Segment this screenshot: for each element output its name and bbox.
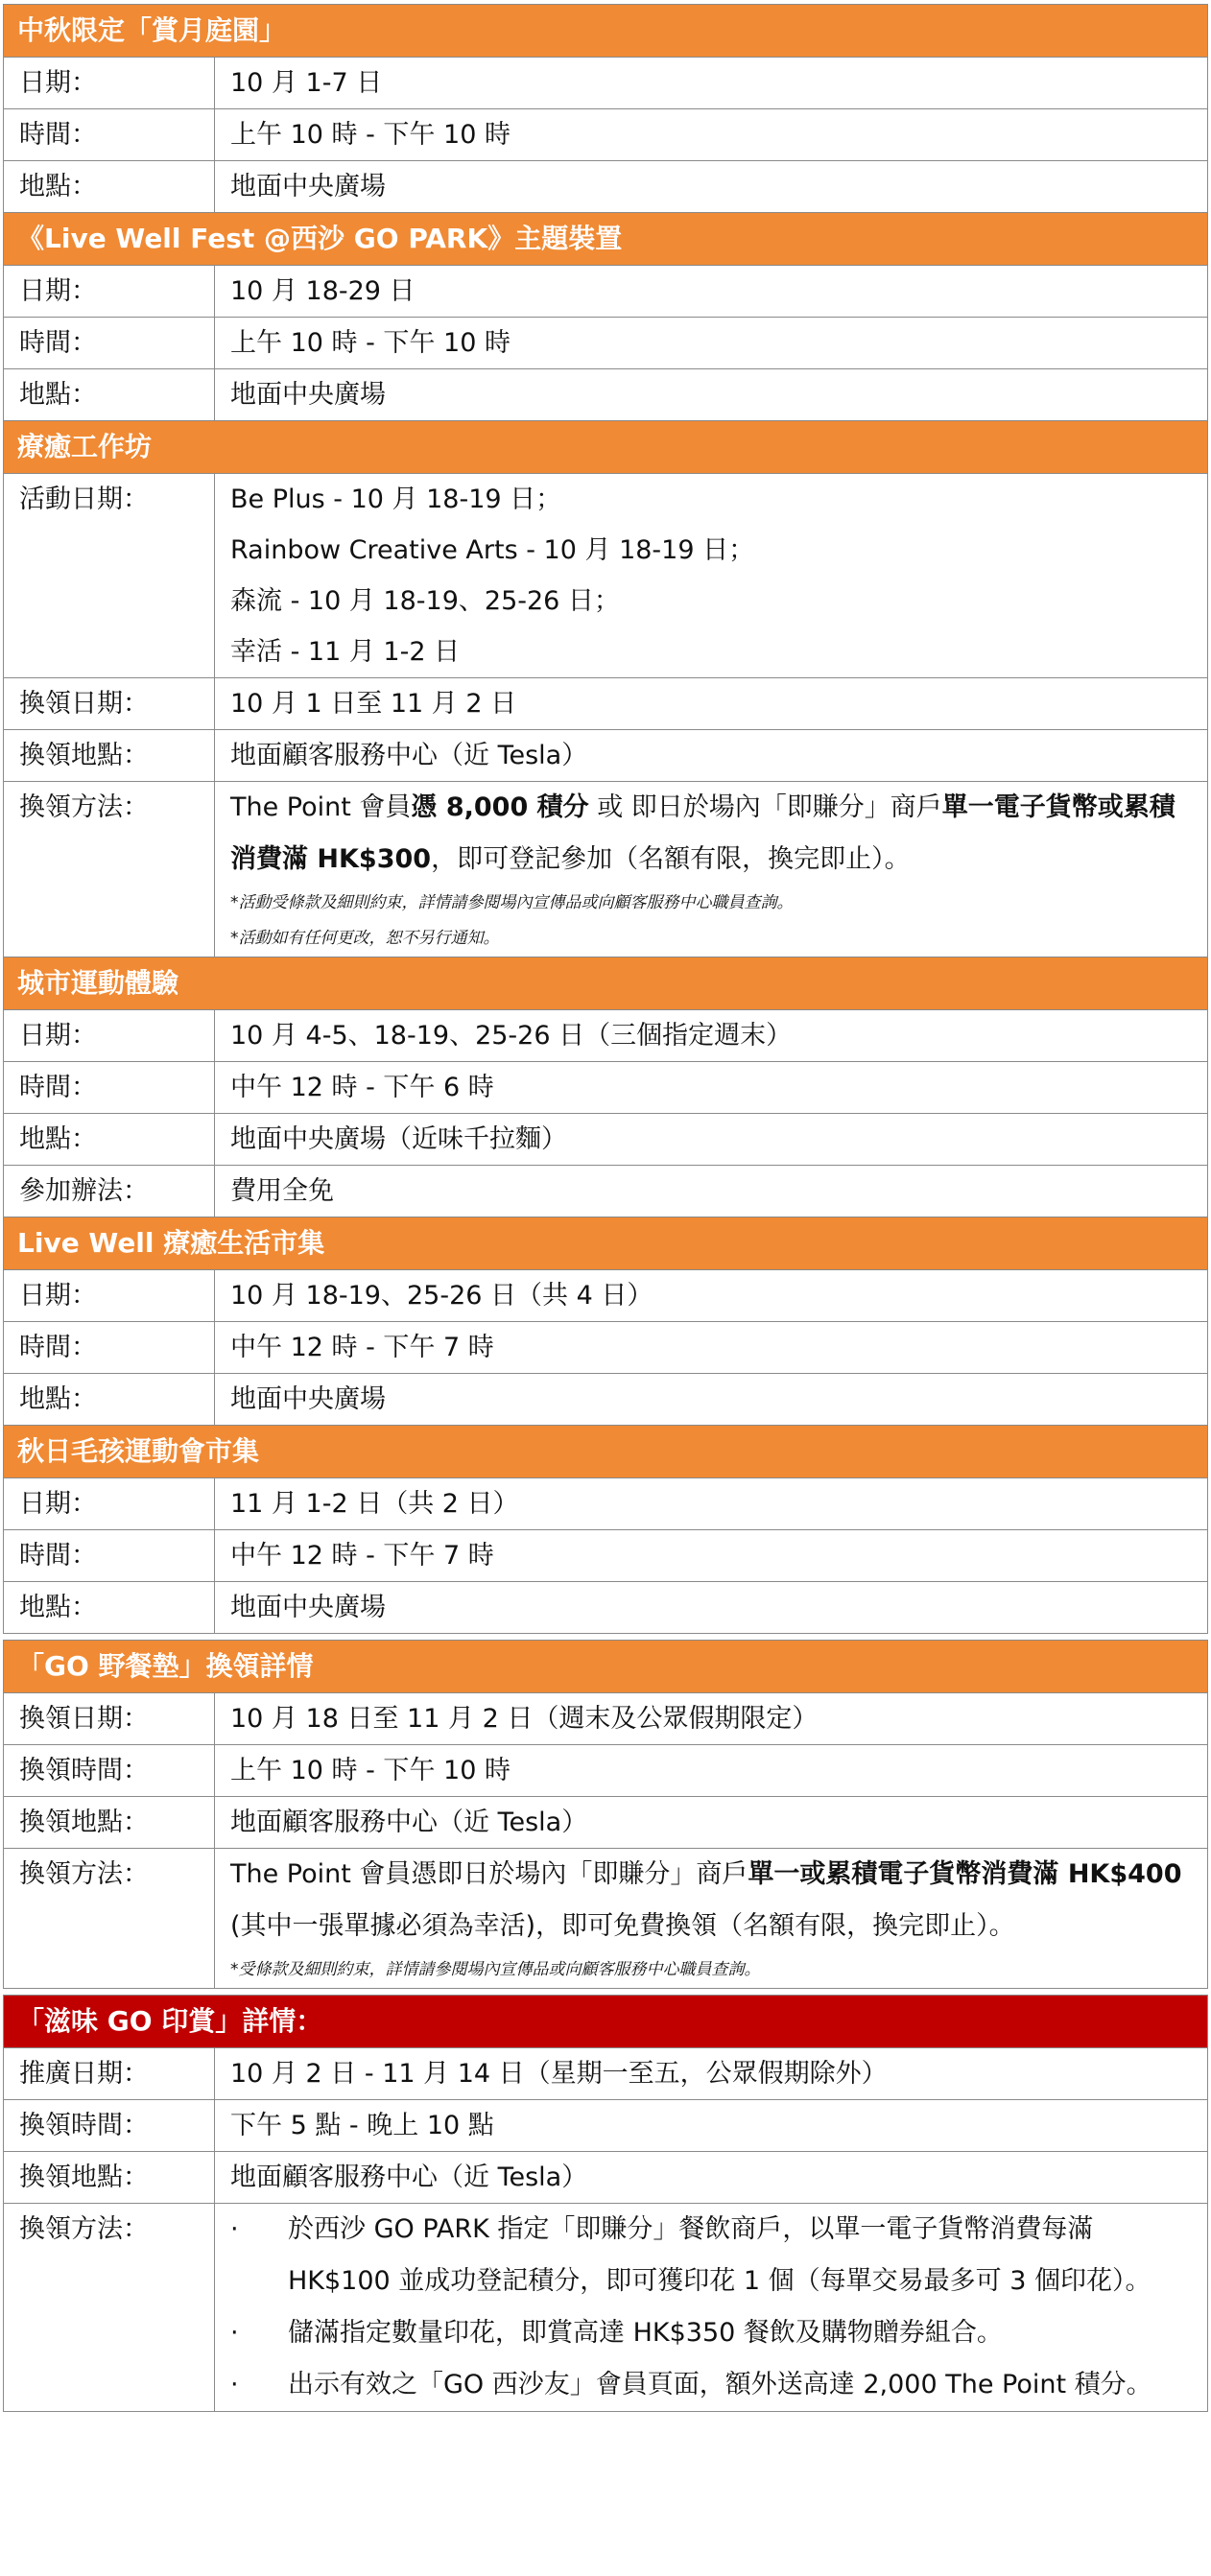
method-text-bold: 單一或累積電子貨幣消費滿 HK$400 bbox=[748, 1859, 1182, 1889]
table-row bbox=[4, 161, 1208, 213]
section-header bbox=[4, 1641, 1208, 1693]
table-row bbox=[4, 58, 1208, 109]
section-title: 療癒工作坊 bbox=[4, 421, 1208, 474]
method-text bbox=[230, 782, 1194, 886]
bullet-icon: · bbox=[230, 2318, 239, 2348]
events-table bbox=[3, 4, 1208, 1634]
table-row bbox=[4, 318, 1208, 369]
row-value: 10 月 18-29 日 bbox=[215, 266, 1208, 318]
row-label: 換領地點： bbox=[4, 2152, 215, 2204]
table-row bbox=[4, 1582, 1208, 1634]
table-row bbox=[4, 2048, 1208, 2100]
row-value: 地面中央廣場 bbox=[215, 1582, 1208, 1634]
table-row bbox=[4, 2100, 1208, 2152]
section-title: 中秋限定「賞月庭園」 bbox=[4, 5, 1208, 58]
section-header bbox=[4, 1217, 1208, 1270]
table-row bbox=[4, 1114, 1208, 1166]
row-value: 地面顧客服務中心（近 Tesla） bbox=[215, 1797, 1208, 1849]
row-label: 日期： bbox=[4, 1478, 215, 1530]
row-label: 時間： bbox=[4, 1530, 215, 1582]
section-title: 秋日毛孩運動會市集 bbox=[4, 1426, 1208, 1478]
table-row bbox=[4, 1849, 1208, 1989]
row-label: 地點： bbox=[4, 1374, 215, 1426]
row-label: 時間： bbox=[4, 1322, 215, 1374]
row-label: 換領地點： bbox=[4, 1797, 215, 1849]
row-label: 地點： bbox=[4, 1114, 215, 1166]
table-row bbox=[4, 1530, 1208, 1582]
method-list bbox=[230, 2204, 1194, 2411]
row-label: 地點： bbox=[4, 161, 215, 213]
row-value: 地面中央廣場 bbox=[215, 369, 1208, 421]
method-text-part: ，即可登記參加（名額有限，換完即止）。 bbox=[431, 844, 911, 874]
activity-dates bbox=[215, 474, 1208, 678]
row-value: 中午 12 時 - 下午 7 時 bbox=[215, 1530, 1208, 1582]
row-label: 時間： bbox=[4, 109, 215, 161]
table-row bbox=[4, 369, 1208, 421]
bullet-icon: · bbox=[230, 2214, 239, 2244]
row-value: 地面中央廣場 bbox=[215, 161, 1208, 213]
activity-line: 幸活 - 11 月 1-2 日 bbox=[230, 637, 461, 667]
row-label: 時間： bbox=[4, 1062, 215, 1114]
section-header bbox=[4, 957, 1208, 1010]
method-text-bold: 單一電子貨幣或累積消費滿 HK$300 bbox=[230, 792, 1175, 874]
table-row bbox=[4, 1478, 1208, 1530]
redemption-method bbox=[215, 1849, 1208, 1989]
activity-line: Rainbow Creative Arts - 10 月 18-19 日； bbox=[230, 535, 755, 565]
row-value: 地面中央廣場（近味千拉麵） bbox=[215, 1114, 1208, 1166]
row-value: 10 月 18-19、25-26 日（共 4 日） bbox=[215, 1270, 1208, 1322]
section-title: 《Live Well Fest @西沙 GO PARK》主題裝置 bbox=[4, 213, 1208, 266]
section-header bbox=[4, 421, 1208, 474]
row-label: 換領日期： bbox=[4, 1693, 215, 1745]
row-value: 費用全免 bbox=[215, 1166, 1208, 1217]
row-label: 時間： bbox=[4, 318, 215, 369]
table-row bbox=[4, 1062, 1208, 1114]
row-value: 中午 12 時 - 下午 7 時 bbox=[215, 1322, 1208, 1374]
row-label: 地點： bbox=[4, 369, 215, 421]
row-value: 地面顧客服務中心（近 Tesla） bbox=[215, 2152, 1208, 2204]
activity-line: 森流 - 10 月 18-19、25-26 日； bbox=[230, 586, 620, 616]
table-row bbox=[4, 2152, 1208, 2204]
row-value: 中午 12 時 - 下午 6 時 bbox=[215, 1062, 1208, 1114]
terms-note: *受條款及細則約束，詳情請參閱場內宣傳品或向顧客服務中心職員查詢。 bbox=[230, 1960, 761, 1979]
section-title: Live Well 療癒生活市集 bbox=[4, 1217, 1208, 1270]
list-item bbox=[230, 2359, 1194, 2411]
redemption-method bbox=[215, 782, 1208, 957]
row-value: 10 月 4-5、18-19、25-26 日（三個指定週末） bbox=[215, 1010, 1208, 1062]
redemption-method bbox=[215, 2204, 1208, 2412]
table-row bbox=[4, 1322, 1208, 1374]
row-label: 參加辦法： bbox=[4, 1166, 215, 1217]
table-row bbox=[4, 1270, 1208, 1322]
list-item-text: 儲滿指定數量印花，即賞高達 HK$350 餐飲及購物贈券組合。 bbox=[288, 2318, 1003, 2348]
row-label: 換領時間： bbox=[4, 2100, 215, 2152]
row-value: 10 月 18 日至 11 月 2 日（週末及公眾假期限定） bbox=[215, 1693, 1208, 1745]
row-value: 10 月 1 日至 11 月 2 日 bbox=[215, 678, 1208, 730]
table-row bbox=[4, 782, 1208, 957]
list-item bbox=[230, 2204, 1194, 2307]
terms-note: *活動如有任何更改，恕不另行通知。 bbox=[230, 929, 500, 948]
method-text-part: The Point 會員 bbox=[230, 792, 412, 822]
row-value: 地面顧客服務中心（近 Tesla） bbox=[215, 730, 1208, 782]
section-title: 城市運動體驗 bbox=[4, 957, 1208, 1010]
table-row bbox=[4, 678, 1208, 730]
table-row bbox=[4, 474, 1208, 678]
section-header bbox=[4, 5, 1208, 58]
row-label: 日期： bbox=[4, 58, 215, 109]
row-value: 上午 10 時 - 下午 10 時 bbox=[215, 109, 1208, 161]
row-label: 地點： bbox=[4, 1582, 215, 1634]
row-label: 換領日期： bbox=[4, 678, 215, 730]
row-label: 換領方法： bbox=[4, 1849, 215, 1989]
table-row bbox=[4, 1010, 1208, 1062]
table-row bbox=[4, 730, 1208, 782]
method-text-bold: 憑 8,000 積分 bbox=[411, 792, 589, 822]
table-row bbox=[4, 2204, 1208, 2412]
table-row bbox=[4, 1745, 1208, 1797]
table-row bbox=[4, 266, 1208, 318]
section-header bbox=[4, 1426, 1208, 1478]
row-label: 日期： bbox=[4, 266, 215, 318]
table-row bbox=[4, 109, 1208, 161]
row-label: 日期： bbox=[4, 1270, 215, 1322]
row-label: 換領方法： bbox=[4, 2204, 215, 2412]
row-value: 10 月 1-7 日 bbox=[215, 58, 1208, 109]
row-label: 換領地點： bbox=[4, 730, 215, 782]
section-title: 「滋味 GO 印賞」詳情： bbox=[4, 1996, 1208, 2048]
section-title: 「GO 野餐墊」換領詳情 bbox=[4, 1641, 1208, 1693]
picnic-mat-table bbox=[3, 1640, 1208, 1989]
row-value: 下午 5 點 - 晚上 10 點 bbox=[215, 2100, 1208, 2152]
stamp-promo-table bbox=[3, 1995, 1208, 2412]
section-header bbox=[4, 1996, 1208, 2048]
row-label: 換領時間： bbox=[4, 1745, 215, 1797]
row-label: 換領方法： bbox=[4, 782, 215, 957]
method-text bbox=[230, 1849, 1194, 1952]
method-text-part: (其中一張單據必須為幸活)，即可免費換領（名額有限，換完即止）。 bbox=[230, 1911, 1015, 1941]
row-value: 11 月 1-2 日（共 2 日） bbox=[215, 1478, 1208, 1530]
row-value: 地面中央廣場 bbox=[215, 1374, 1208, 1426]
section-header bbox=[4, 213, 1208, 266]
row-value: 上午 10 時 - 下午 10 時 bbox=[215, 318, 1208, 369]
list-item-text: 出示有效之「GO 西沙友」會員頁面，額外送高達 2,000 The Point 積分。 bbox=[288, 2370, 1152, 2399]
row-label: 推廣日期： bbox=[4, 2048, 215, 2100]
table-row bbox=[4, 1374, 1208, 1426]
list-item-text: 於西沙 GO PARK 指定「即賺分」餐飲商戶，以單一電子貨幣消費每滿 HK$100 並成功登記積分，即可獲印花 1 個（每單交易最多可 3 個印花）。 bbox=[288, 2214, 1152, 2296]
row-value: 10 月 2 日 - 11 月 14 日（星期一至五，公眾假期除外） bbox=[215, 2048, 1208, 2100]
method-text-part: The Point 會員憑即日於場內「即賺分」商戶 bbox=[230, 1859, 748, 1889]
row-label: 日期： bbox=[4, 1010, 215, 1062]
row-value: 上午 10 時 - 下午 10 時 bbox=[215, 1745, 1208, 1797]
method-text-part: 或 即日於場內「即賺分」商戶 bbox=[588, 792, 942, 822]
bullet-icon: · bbox=[230, 2370, 239, 2399]
table-row bbox=[4, 1797, 1208, 1849]
table-row bbox=[4, 1166, 1208, 1217]
row-label: 活動日期： bbox=[4, 474, 215, 678]
list-item bbox=[230, 2307, 1194, 2359]
activity-line: Be Plus - 10 月 18-19 日； bbox=[230, 484, 562, 514]
table-row bbox=[4, 1693, 1208, 1745]
terms-note: *活動受條款及細則約束，詳情請參閱場內宣傳品或向顧客服務中心職員查詢。 bbox=[230, 893, 794, 912]
